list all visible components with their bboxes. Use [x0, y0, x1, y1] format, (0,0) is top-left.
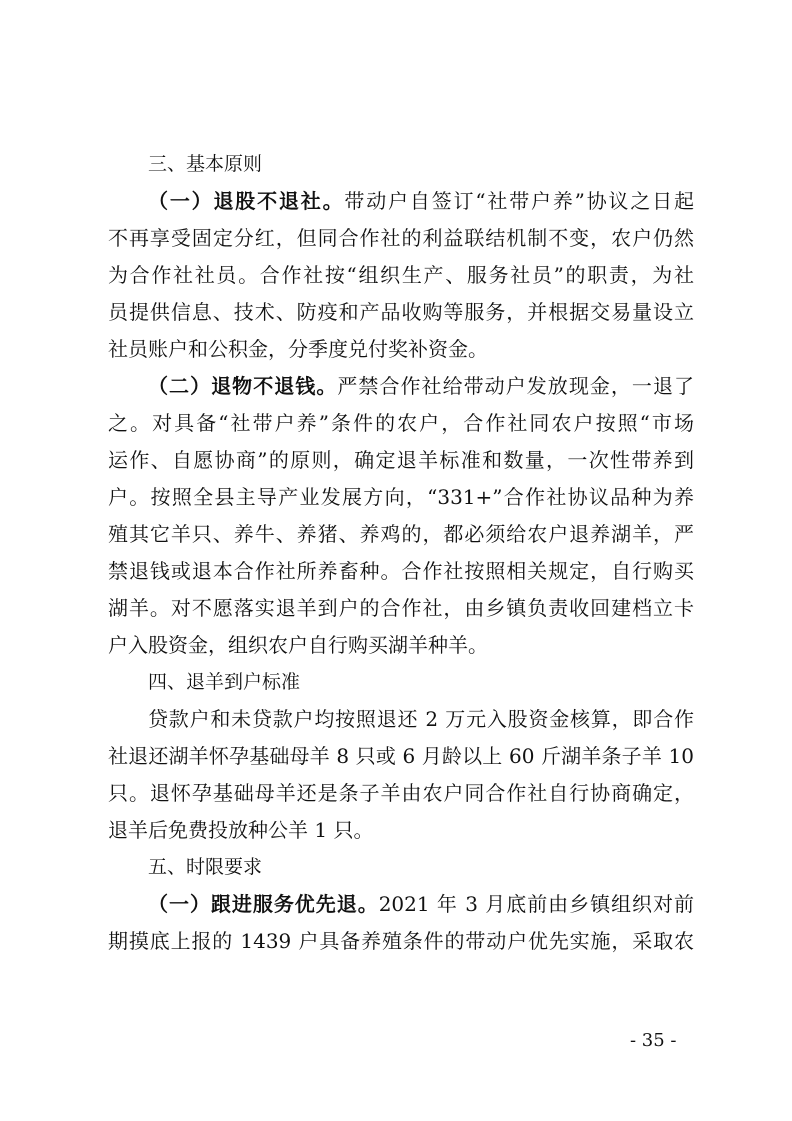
- paragraph-line: 运作、自愿协商”的原则，确定退羊标准和数量，一次性带养到: [108, 448, 694, 472]
- paragraph-line: 不再享受固定分红，但同合作社的利益联结机制不变，农户仍然: [108, 226, 694, 250]
- paragraph-text: 严禁合作社给带动户发放现金，一退了: [337, 374, 694, 398]
- document-body: [108, 146, 694, 960]
- paragraph-lead: （二）退物不退钱。: [148, 374, 338, 398]
- paragraph-line: 禁退钱或退本合作社所养畜种。合作社按照相关规定，自行购买: [108, 559, 694, 583]
- paragraph-lead: （一）退股不退社。: [148, 189, 345, 213]
- paragraph-first-line: 贷款户和未贷款户均按照退还 2 万元入股资金核算，即合作: [148, 707, 694, 731]
- paragraph-first-line: [108, 368, 694, 405]
- page-number: - 35 -: [630, 1030, 677, 1051]
- paragraph-line: 期摸底上报的 1439 户具备养殖条件的带动户优先实施，采取农: [108, 929, 694, 953]
- section-heading-basic-principles: 三、基本原则: [148, 153, 263, 175]
- paragraph-text: 带动户自签订“社带户养”协议之日起: [344, 189, 694, 213]
- paragraph-line: 退羊后免费投放种公羊 1 只。: [108, 818, 374, 842]
- paragraph-line: 员提供信息、技术、防疫和产品收购等服务，并根据交易量设立: [108, 300, 694, 324]
- paragraph-lead: （一）跟进服务优先退。: [148, 892, 379, 916]
- paragraph-line: 湖羊。对不愿落实退羊到户的合作社，由乡镇负责收回建档立卡: [108, 596, 694, 620]
- section-heading-delivery-standard: 四、退羊到户标准: [148, 671, 301, 693]
- paragraph-line: 殖其它羊只、养牛、养猪、养鸡的，都必须给农户退养湖羊，严: [108, 522, 694, 546]
- paragraph-line: 社退还湖羊怀孕基础母羊 8 只或 6 月龄以上 60 斤湖羊条子羊 10: [108, 744, 694, 768]
- paragraph-line: 为合作社社员。合作社按“组织生产、服务社员”的职责，为社: [108, 263, 694, 287]
- paragraph-line: 社员账户和公积金，分季度兑付奖补资金。: [108, 337, 488, 361]
- paragraph-line: 之。对具备“社带户养”条件的农户，合作社同农户按照“市场: [108, 411, 694, 435]
- paragraph-first-line: [108, 183, 694, 220]
- paragraph-text: 2021 年 3 月底前由乡镇组织对前: [378, 892, 694, 916]
- paragraph-line: 户入股资金，组织农户自行购买湖羊种羊。: [108, 633, 488, 657]
- paragraph-first-line: [108, 886, 694, 923]
- paragraph-line: 只。退怀孕基础母羊还是条子羊由农户同合作社自行协商确定，: [108, 781, 694, 805]
- paragraph-line: 户。按照全县主导产业发展方向，“331+”合作社协议品种为养: [108, 485, 694, 509]
- section-heading-time-requirements: 五、时限要求: [148, 856, 263, 878]
